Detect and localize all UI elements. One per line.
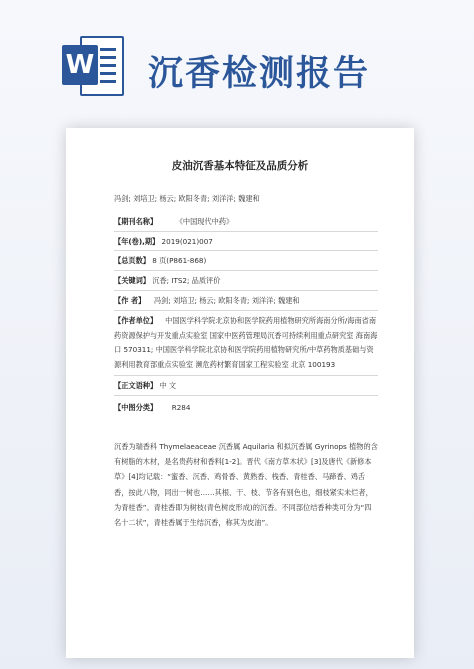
unit-label: 【作者单位】 <box>114 316 158 325</box>
author-value: 冯剑; 刘培卫; 杨云; 欧阳冬青; 刘洋洋; 魏建和 <box>153 296 300 305</box>
pages-field <box>114 256 384 266</box>
pages-value: 8 页(P861-868) <box>152 256 207 265</box>
classification-field <box>114 403 384 413</box>
author-label: 【作 者】 <box>114 296 146 305</box>
header-title: 沉香检测报告 <box>148 54 371 94</box>
keywords-field <box>114 276 384 286</box>
pages-label: 【总页数】 <box>114 256 150 265</box>
divider <box>114 270 378 271</box>
classification-label: 【中图分类】 <box>114 403 158 412</box>
header-banner <box>0 0 474 112</box>
year-label: 【年(卷),期】 <box>114 237 160 246</box>
year-field <box>114 237 384 247</box>
divider <box>114 290 378 291</box>
author-field <box>114 296 384 306</box>
word-letter-badge: W <box>62 45 98 85</box>
divider <box>114 250 378 251</box>
document-title: 皮油沉香基本特征及品质分析 <box>171 160 309 172</box>
divider <box>114 375 378 376</box>
classification-value: R284 <box>171 403 191 412</box>
divider <box>114 395 378 396</box>
divider <box>114 310 378 311</box>
unit-field <box>114 314 378 372</box>
divider <box>114 231 378 232</box>
language-field <box>114 381 384 391</box>
journal-value: 《中国现代中药》 <box>175 217 234 226</box>
language-value: 中 文 <box>159 381 177 390</box>
journal-label: 【期刊名称】 <box>114 217 158 226</box>
unit-value: 中国医学科学院北京协和医学院药用植物研究所海南分所/海南省南药资源保护与开发重点实验室 国家中医药管理局沉香可持续利用重点研究室 海南海口 570311; 中国医学科学院北京协和医学院药用植物研究所/中草药物质基础与资源利用教育部重点实验室 濒危药材繁育国家工程实验室 北京 100193 <box>114 316 378 369</box>
document-page <box>66 128 414 658</box>
keywords-label: 【关键词】 <box>114 276 150 285</box>
language-label: 【正文语种】 <box>114 381 158 390</box>
keywords-value: 沉香; ITS2; 品质评价 <box>152 276 221 285</box>
body-paragraph: 沉香为瑞香科 Thymelaeaceae 沉香属 Aquilaria 和拟沉香属 Gyrinops 植物的含有树脂的木材，是名贵药材和香料[1-2]。晋代《南方草木状》[3]及唐代《新修本草》[4]均记载：“蜜香、沉香、鸡骨香、黄熟香、栈香、青桂香、马蹄香、鸡舌香，按此八物，同出一树也……其根、干、枝、节各有别色也，细枝紧实未烂者，为青桂香”。青桂香即为树枝(青色树皮形成)的沉香。不同部位结香种类可分为“四名十二状”，青桂香属于生结沉香，称其为皮油”。 <box>114 442 378 528</box>
journal-field <box>114 217 384 227</box>
word-document-icon <box>62 36 122 94</box>
author-line: 冯剑; 刘培卫; 杨云; 欧阳冬青; 刘洋洋; 魏建和 <box>114 194 260 203</box>
year-value: 2019(021)007 <box>161 237 213 246</box>
